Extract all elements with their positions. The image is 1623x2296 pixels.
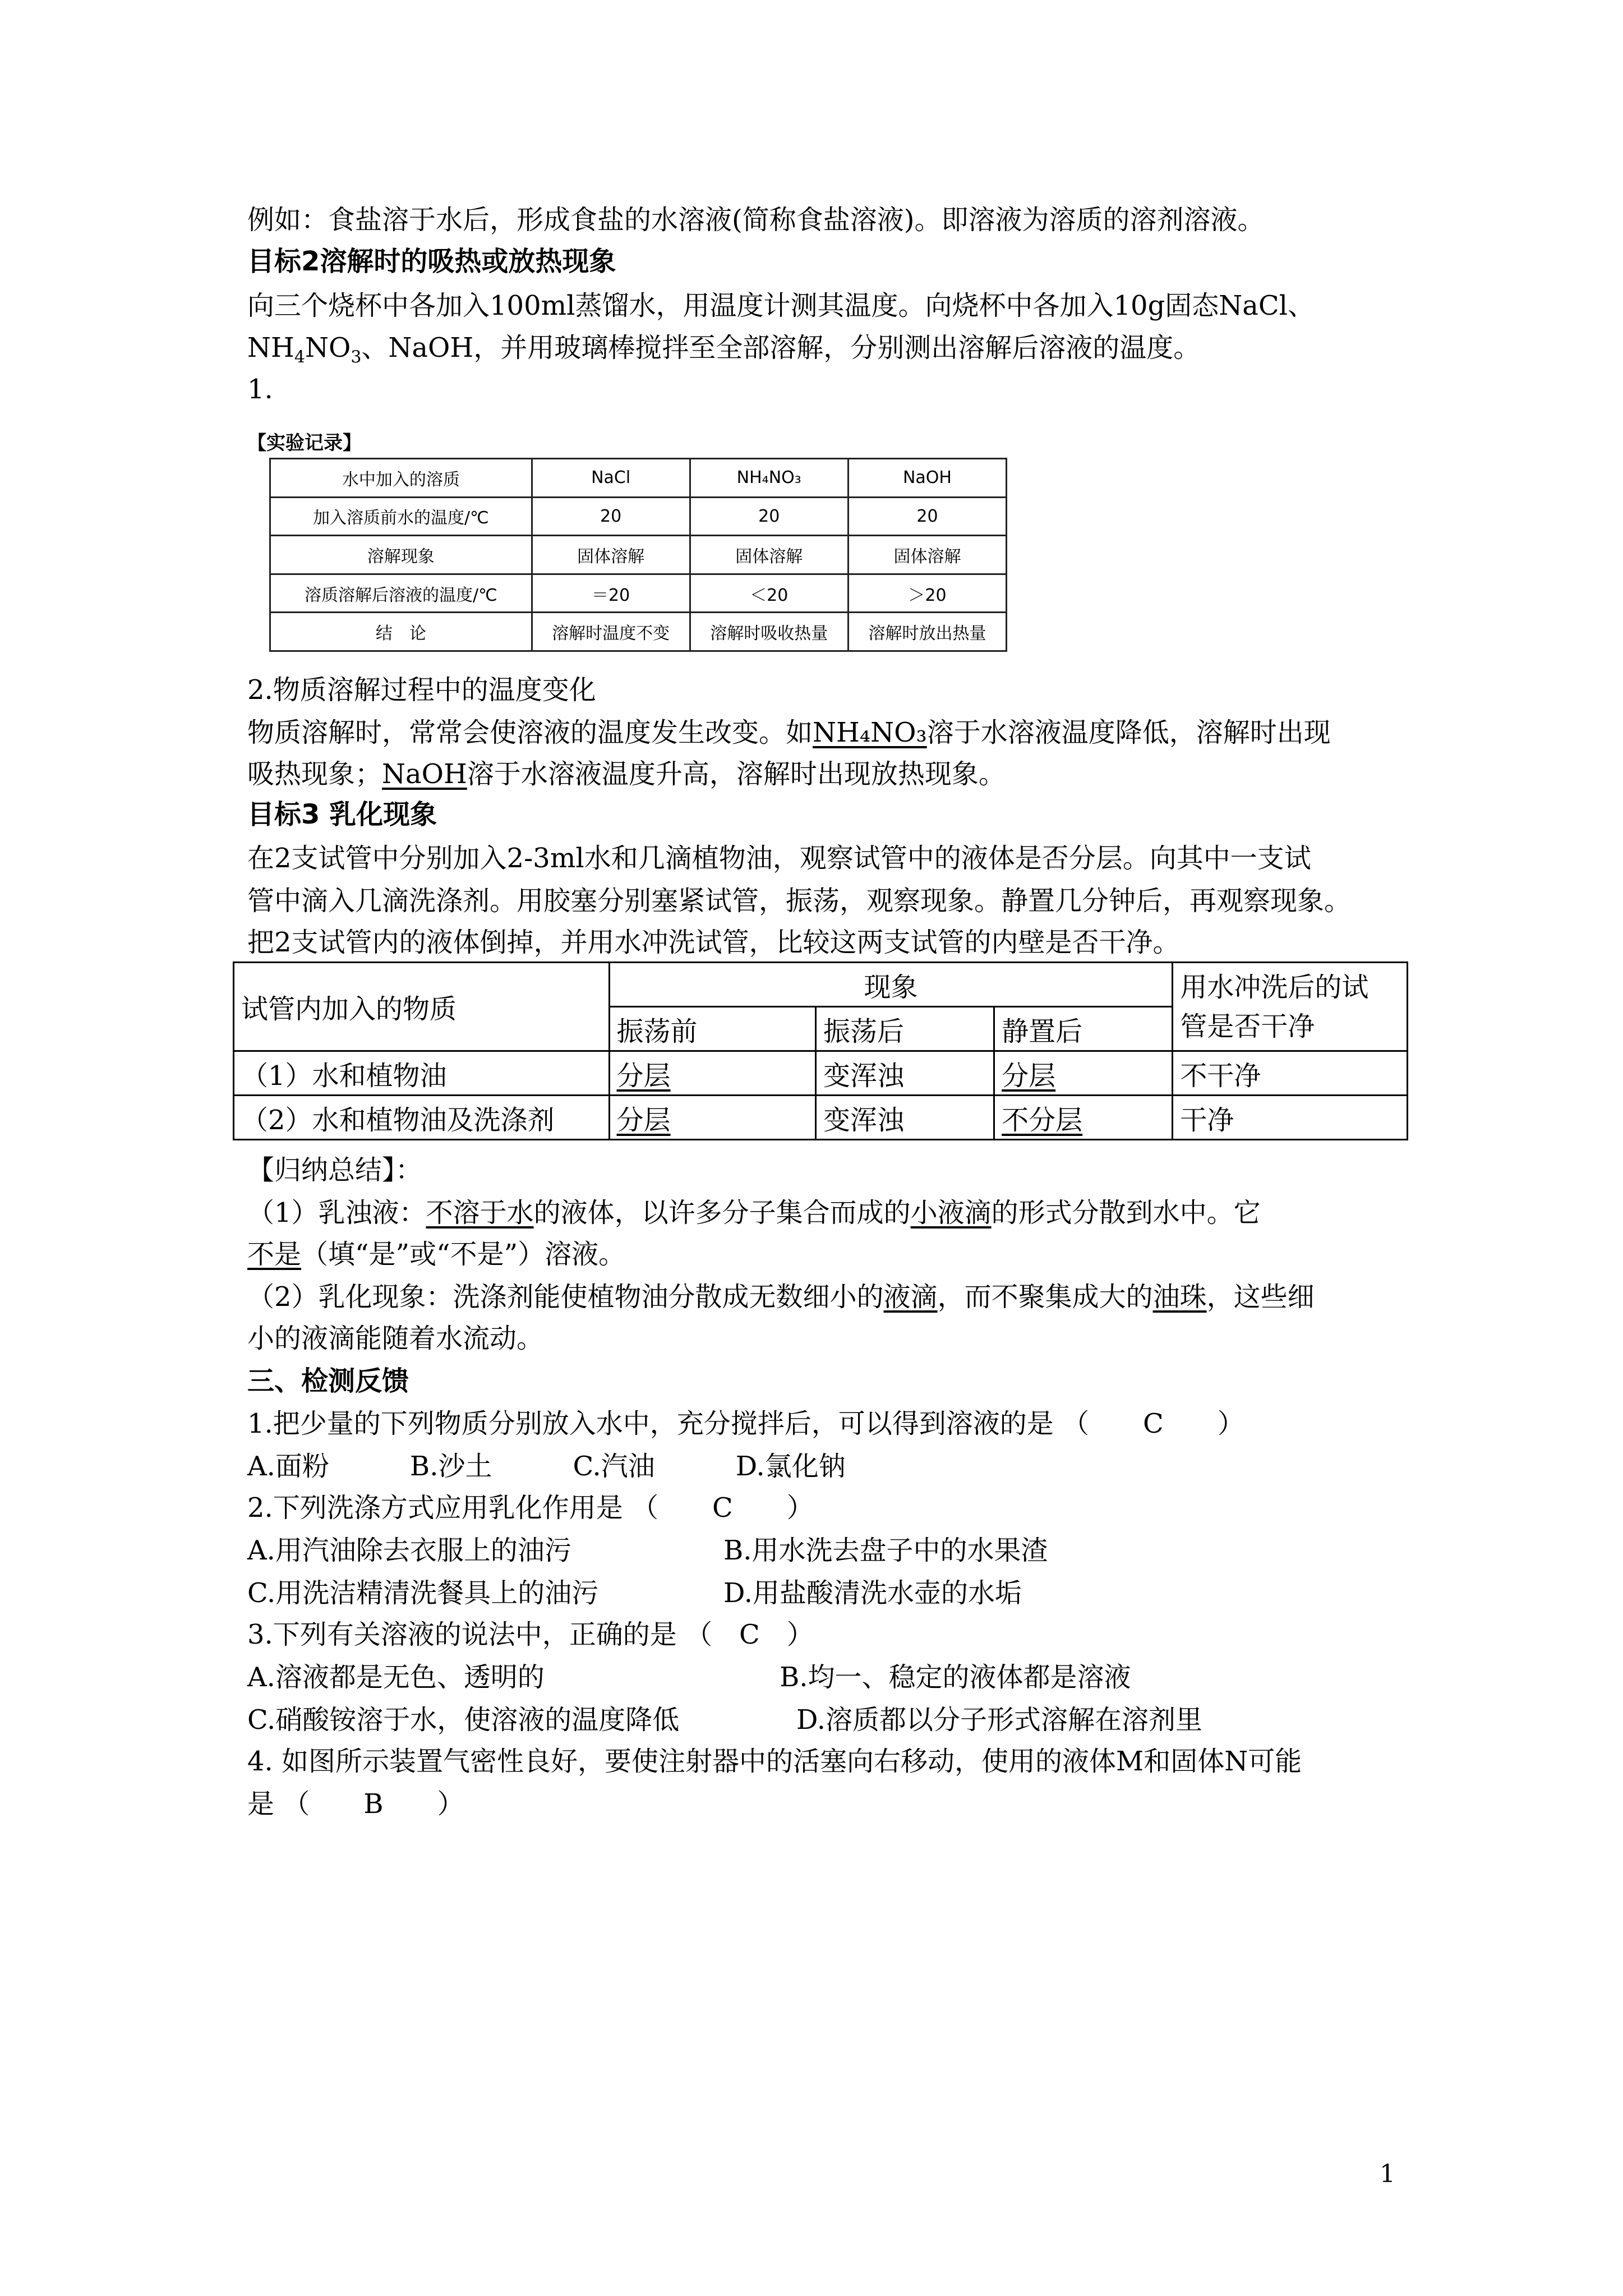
goal3-para-line3: 把2支试管内的液体倒掉，并用水冲洗试管，比较这两支试管的内壁是否干净。 [247, 927, 1180, 958]
formula-sub3: 3 [351, 347, 362, 367]
goal2-heading: 目标2溶解时的吸热或放热现象 [247, 246, 616, 277]
summary-1-line2 [247, 1237, 625, 1271]
record-row [270, 497, 1007, 536]
question-1: 1.把少量的下列物质分别放入水中，充分搅拌后，可以得到溶液的是 （ C ） [247, 1408, 1244, 1439]
question-2-option-d: D.用盐酸清洗水壶的水垢 [723, 1577, 1022, 1609]
text-span: （填“是”或“不是”）溶液。 [301, 1239, 626, 1270]
record-row [270, 536, 1007, 574]
question-2-option-b: B.用水洗去盘子中的水果渣 [723, 1535, 1048, 1566]
cell-rest-text: 分层 [1002, 1060, 1056, 1092]
goal2-item2: 2.物质溶解过程中的温度变化 [247, 674, 596, 706]
th-clean [1173, 963, 1408, 1051]
record-cell: 溶解时温度不变 [532, 613, 690, 651]
goal2-para-line1: 向三个烧杯中各加入100ml蒸馏水，用温度计测其温度。向烧杯中各加入10g固态NaCl、 [247, 290, 1315, 321]
page-number: 1 [1380, 2160, 1395, 2188]
cell-after: 变浑浊 [815, 1051, 994, 1096]
record-cell: 加入溶质前水的温度/℃ [270, 497, 532, 536]
cell-clean: 不干净 [1173, 1051, 1408, 1096]
record-row [270, 459, 1007, 498]
summary-2-line2: 小的液滴能随着水流动。 [247, 1323, 544, 1354]
cell-rest-text: 不分层 [1002, 1104, 1083, 1136]
record-cell: ＜20 [690, 574, 848, 613]
question-3-option-d: D.溶质都以分子形式溶解在溶剂里 [796, 1704, 1203, 1736]
cell-substance: （2）水和植物油及洗涤剂 [234, 1096, 610, 1140]
th-substance: 试管内加入的物质 [234, 963, 610, 1051]
record-cell: 溶解时吸收热量 [690, 613, 848, 651]
record-label: 【实验记录】 [247, 432, 362, 454]
goal2-para-line2 [247, 331, 1200, 375]
cell-before [609, 1051, 815, 1096]
blank-oil-bead: 油珠 [1152, 1281, 1207, 1313]
formula-sub4: 4 [294, 347, 305, 367]
cell-before-text: 分层 [616, 1060, 671, 1092]
text-span: 物质溶解时，常常会使溶液的温度发生改变。如 [247, 717, 813, 748]
record-row [270, 574, 1007, 613]
text-span: 溶于水溶液温度降低，溶解时出现 [926, 717, 1331, 748]
cell-rest [994, 1051, 1173, 1096]
record-cell: 结 论 [270, 613, 532, 651]
intro-example: 例如：食盐溶于水后，形成食盐的水溶液(简称食盐溶液)。即溶液为溶质的溶剂溶液。 [247, 204, 1265, 236]
record-cell: 溶质溶解后溶液的温度/℃ [270, 574, 532, 613]
record-cell: 20 [848, 497, 1006, 536]
record-cell: 20 [690, 497, 848, 536]
question-2-option-a: A.用汽油除去衣服上的油污 [247, 1535, 571, 1566]
th-clean-l2: 管是否干净 [1180, 1010, 1315, 1042]
th-phenomenon: 现象 [609, 963, 1173, 1007]
question-4-line1: 4. 如图所示装置气密性良好，要使注射器中的活塞向右移动，使用的液体M和固体N可能 [247, 1746, 1302, 1777]
text-span: 的形式分散到水中。它 [991, 1197, 1261, 1228]
table-row [234, 1051, 1408, 1096]
goal3-para-line2: 管中滴入几滴洗涤剂。用胶塞分别塞紧试管，振荡，观察现象。静置几分钟后，再观察现象。 [247, 885, 1352, 917]
record-cell: 固体溶解 [532, 536, 690, 574]
formula-no: NO [305, 332, 351, 364]
record-cell: 固体溶解 [690, 536, 848, 574]
cell-before-text: 分层 [616, 1104, 671, 1136]
question-4-line2: 是 （ B ） [247, 1788, 464, 1820]
record-cell: ＞20 [848, 574, 1006, 613]
record-row [270, 613, 1007, 651]
cell-rest [994, 1096, 1173, 1140]
table-row [234, 1096, 1408, 1140]
goal2-item2-line2 [247, 757, 1006, 791]
text-span: 溶于水溶液温度升高，溶解时出现放热现象。 [467, 758, 1006, 790]
record-cell: 固体溶解 [848, 536, 1006, 574]
text-span: （1）乳浊液： [247, 1197, 426, 1228]
record-cell: 溶解时放出热量 [848, 613, 1006, 651]
record-cell: ＝20 [532, 574, 690, 613]
underline-naoh: NaOH [382, 758, 467, 790]
underline-nh4no3: NH₄NO₃ [813, 717, 927, 748]
goal2-item2-line1 [247, 716, 1331, 749]
blank-droplet: 液滴 [883, 1281, 938, 1313]
text-span: （2）乳化现象：洗涤剂能使植物油分散成无数细小的 [247, 1281, 884, 1313]
section3-heading: 三、检测反馈 [247, 1365, 409, 1397]
cell-substance: （1）水和植物油 [234, 1051, 610, 1096]
question-3-option-b: B.均一、稳定的液体都是溶液 [780, 1662, 1131, 1693]
goal3-heading: 目标3 乳化现象 [247, 799, 437, 830]
experiment-record-table [269, 458, 1007, 652]
goal2-item1: 1. [247, 374, 273, 405]
record-cell: 20 [532, 497, 690, 536]
record-cell: NH₄NO₃ [690, 459, 848, 498]
goal2-para-line2-text: 、NaOH，并用玻璃棒搅拌至全部溶解，分别测出溶解后溶液的温度。 [361, 332, 1201, 364]
goal3-para-line1: 在2支试管中分别加入2-3ml水和几滴植物油，观察试管中的液体是否分层。向其中一支试 [247, 843, 1311, 874]
question-1-options: A.面粉 B.沙土 C.汽油 D.氯化钠 [247, 1451, 846, 1482]
text-span: ，而不聚集成大的 [937, 1281, 1153, 1313]
emulsion-table [233, 961, 1408, 1140]
cell-clean: 干净 [1173, 1096, 1408, 1140]
question-2: 2.下列洗涤方式应用乳化作用是 （ C ） [247, 1492, 814, 1524]
record-cell: 水中加入的溶质 [270, 459, 532, 498]
record-cell: NaOH [848, 459, 1006, 498]
text-span: 吸热现象； [247, 758, 382, 790]
th-after: 振荡后 [815, 1007, 994, 1051]
summary-1-line1 [247, 1196, 1261, 1230]
record-cell: 溶解现象 [270, 536, 532, 574]
th-before: 振荡前 [609, 1007, 815, 1051]
cell-after: 变浑浊 [815, 1096, 994, 1140]
summary-label: 【归纳总结】： [247, 1154, 423, 1186]
th-clean-l1: 用水冲洗后的试 [1180, 971, 1369, 1003]
question-2-option-c: C.用洗洁精清洗餐具上的油污 [247, 1577, 599, 1609]
summary-2-line1 [247, 1280, 1315, 1314]
text-span: 的液体，以许多分子集合而成的 [533, 1197, 911, 1228]
cell-before [609, 1096, 815, 1140]
blank-is-not: 不是 [247, 1239, 302, 1270]
blank-droplets: 小液滴 [910, 1197, 992, 1228]
th-rest: 静置后 [994, 1007, 1173, 1051]
question-3: 3.下列有关溶液的说法中，正确的是 （ C ） [247, 1619, 814, 1650]
blank-insoluble: 不溶于水 [426, 1197, 534, 1228]
question-3-option-c: C.硝酸铵溶于水，使溶液的温度降低 [247, 1704, 680, 1736]
record-cell: NaCl [532, 459, 690, 498]
text-span: ，这些细 [1206, 1281, 1315, 1313]
formula-nh: NH [247, 332, 294, 364]
question-3-option-a: A.溶液都是无色、透明的 [247, 1662, 545, 1693]
